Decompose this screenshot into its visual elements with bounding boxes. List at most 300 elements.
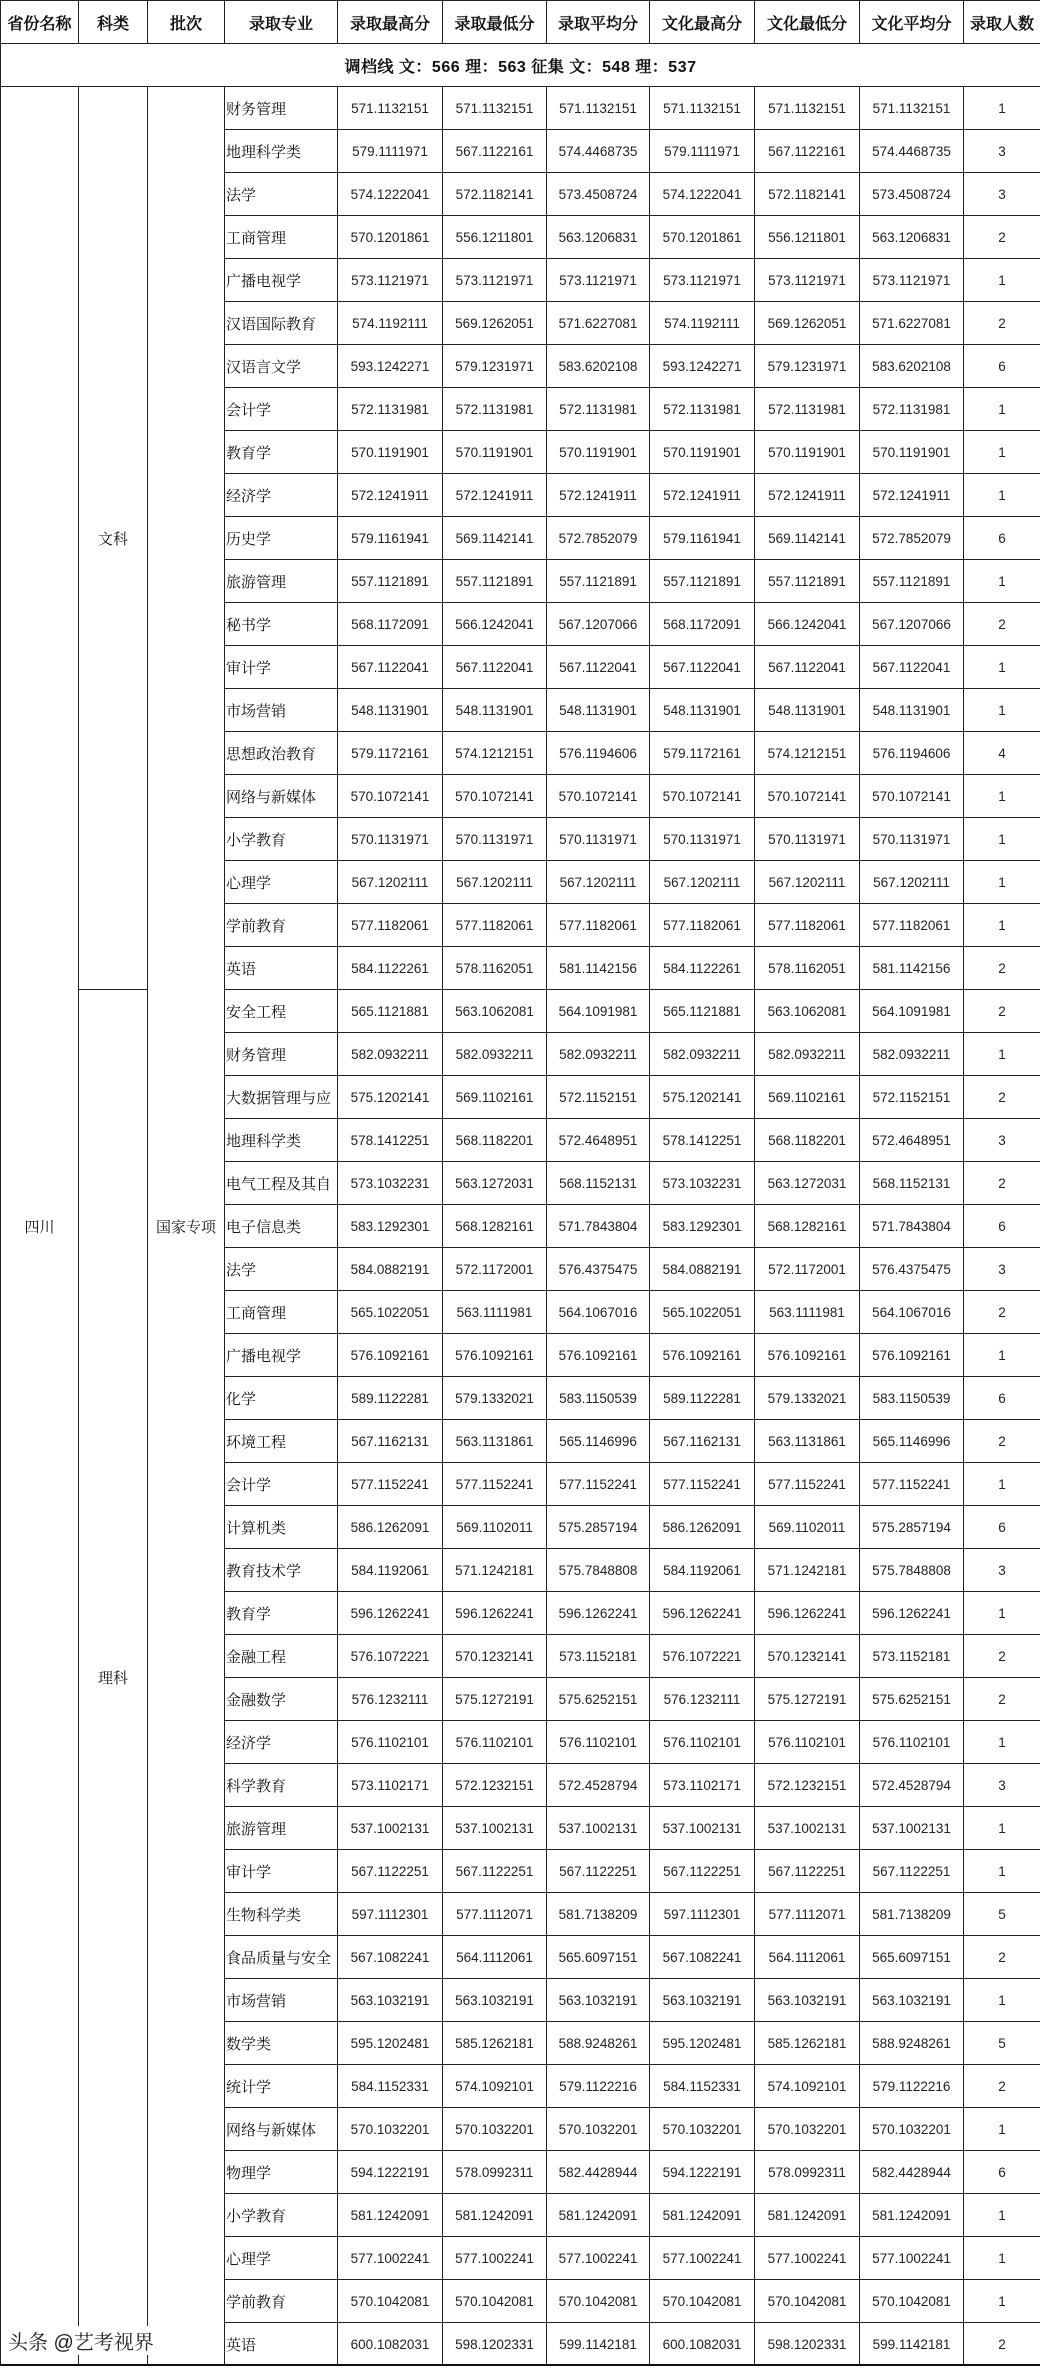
score-cell: 581.1242091 (443, 2194, 547, 2237)
score-cell: 572.1182141 (755, 173, 860, 216)
score-cell: 579.1111971 (650, 130, 755, 173)
major-cell: 法学 (225, 173, 338, 216)
score-cell: 566.1242041 (443, 603, 547, 646)
score-cell: 570.1042081 (338, 2280, 443, 2323)
count-cell: 1 (964, 646, 1040, 689)
score-cell: 572.1241911 (547, 474, 650, 517)
score-cell: 582.0932211 (338, 1033, 443, 1076)
score-cell: 570.1042081 (547, 2280, 650, 2323)
score-cell: 594.1222191 (338, 2151, 443, 2194)
score-cell: 567.1122251 (860, 1850, 964, 1893)
score-cell: 563.1131861 (755, 1420, 860, 1463)
score-cell: 564.1067016 (860, 1291, 964, 1334)
score-cell: 563.1032191 (755, 1979, 860, 2022)
score-cell: 579.1172161 (650, 732, 755, 775)
score-cell: 567.1202111 (860, 861, 964, 904)
major-cell: 网络与新媒体 (225, 2108, 338, 2151)
score-cell: 567.1122251 (755, 1850, 860, 1893)
count-cell: 1 (964, 1979, 1040, 2022)
score-cell: 596.1262241 (860, 1592, 964, 1635)
table-bottom-border (0, 2364, 1040, 2366)
score-cell: 575.2857194 (860, 1506, 964, 1549)
score-cell: 583.6202108 (860, 345, 964, 388)
score-cell: 570.1042081 (860, 2280, 964, 2323)
score-cell: 548.1131901 (338, 689, 443, 732)
header-row (1, 1, 1040, 44)
score-cell: 577.1002241 (860, 2237, 964, 2280)
major-cell: 心理学 (225, 2237, 338, 2280)
score-cell: 563.1131861 (443, 1420, 547, 1463)
count-cell: 1 (964, 2194, 1040, 2237)
major-cell: 工商管理 (225, 1291, 338, 1334)
score-cell: 568.1282161 (755, 1205, 860, 1248)
score-cell: 563.1032191 (650, 1979, 755, 2022)
score-cell: 567.1122041 (338, 646, 443, 689)
score-cell: 577.1182061 (443, 904, 547, 947)
count-cell: 1 (964, 1033, 1040, 1076)
score-cell: 571.1132151 (338, 87, 443, 130)
count-cell: 1 (964, 861, 1040, 904)
count-cell: 1 (964, 1807, 1040, 1850)
score-cell: 569.1102011 (755, 1506, 860, 1549)
score-cell: 573.1121971 (547, 259, 650, 302)
score-cell: 571.1242181 (755, 1549, 860, 1592)
count-cell: 2 (964, 603, 1040, 646)
score-cell: 576.1092161 (547, 1334, 650, 1377)
score-cell: 570.1131971 (338, 818, 443, 861)
score-cell: 570.1072141 (755, 775, 860, 818)
score-cell: 573.1102171 (338, 1764, 443, 1807)
score-cell: 571.1242181 (443, 1549, 547, 1592)
score-cell: 589.1122281 (338, 1377, 443, 1420)
score-cell: 570.1232141 (755, 1635, 860, 1678)
count-cell: 1 (964, 689, 1040, 732)
score-cell: 574.1092101 (755, 2065, 860, 2108)
score-cell: 577.1002241 (547, 2237, 650, 2280)
score-cell: 581.1242091 (338, 2194, 443, 2237)
score-cell: 557.1121891 (338, 560, 443, 603)
score-cell: 582.0932211 (443, 1033, 547, 1076)
score-cell: 563.1111981 (755, 1291, 860, 1334)
score-cell: 572.1232151 (755, 1764, 860, 1807)
major-cell: 审计学 (225, 646, 338, 689)
score-cell: 575.7848808 (860, 1549, 964, 1592)
score-cell: 572.1131981 (755, 388, 860, 431)
count-cell: 2 (964, 990, 1040, 1033)
major-cell: 物理学 (225, 2151, 338, 2194)
column-header-adm-avg: 录取平均分 (547, 1, 650, 44)
score-cell: 557.1121891 (650, 560, 755, 603)
major-cell: 电气工程及其自 (225, 1162, 338, 1205)
major-cell: 广播电视学 (225, 259, 338, 302)
column-header-count: 录取人数 (964, 1, 1040, 44)
major-cell: 教育技术学 (225, 1549, 338, 1592)
score-cell: 565.1146996 (860, 1420, 964, 1463)
score-cell: 575.1202141 (338, 1076, 443, 1119)
score-cell: 569.1262051 (755, 302, 860, 345)
score-cell: 572.4648951 (547, 1119, 650, 1162)
count-cell: 1 (964, 1463, 1040, 1506)
score-cell: 570.1131971 (755, 818, 860, 861)
score-cell: 567.1207066 (547, 603, 650, 646)
province-cell: 四川 (1, 87, 79, 2366)
major-cell: 大数据管理与应 (225, 1076, 338, 1119)
score-cell: 574.1222041 (650, 173, 755, 216)
major-cell: 经济学 (225, 1721, 338, 1764)
score-cell: 596.1262241 (338, 1592, 443, 1635)
score-cell: 576.1194606 (547, 732, 650, 775)
score-cell: 576.1102101 (755, 1721, 860, 1764)
score-cell: 584.0882191 (338, 1248, 443, 1291)
score-cell: 563.1111981 (443, 1291, 547, 1334)
score-cell: 568.1172091 (650, 603, 755, 646)
score-cell: 571.1132151 (755, 87, 860, 130)
score-cell: 576.1092161 (443, 1334, 547, 1377)
table-row (1, 87, 1040, 130)
score-cell: 574.4468735 (547, 130, 650, 173)
score-cell: 567.1122041 (650, 646, 755, 689)
count-cell: 6 (964, 1377, 1040, 1420)
score-cell: 567.1122041 (860, 646, 964, 689)
score-cell: 570.1042081 (650, 2280, 755, 2323)
score-cell: 584.0882191 (650, 1248, 755, 1291)
column-header-cult-max: 文化最高分 (650, 1, 755, 44)
score-cell: 564.1091981 (547, 990, 650, 1033)
score-cell: 564.1067016 (547, 1291, 650, 1334)
score-cell: 595.1202481 (650, 2022, 755, 2065)
score-cell: 598.1202331 (443, 2323, 547, 2366)
category-cell: 文科 (79, 87, 148, 990)
score-cell: 570.1032201 (755, 2108, 860, 2151)
score-cell: 579.1332021 (755, 1377, 860, 1420)
score-cell: 570.1032201 (547, 2108, 650, 2151)
score-cell: 572.1131981 (443, 388, 547, 431)
cutoff-banner: 调档线 文：566 理：563 征集 文：548 理：537 (1, 44, 1040, 87)
score-cell: 581.1242091 (547, 2194, 650, 2237)
score-cell: 567.1082241 (650, 1936, 755, 1979)
score-cell: 567.1202111 (650, 861, 755, 904)
score-cell: 568.1152131 (860, 1162, 964, 1205)
major-cell: 思想政治教育 (225, 732, 338, 775)
score-cell: 572.1152151 (860, 1076, 964, 1119)
score-cell: 579.1161941 (338, 517, 443, 560)
count-cell: 1 (964, 1592, 1040, 1635)
major-cell: 经济学 (225, 474, 338, 517)
score-cell: 570.1072141 (650, 775, 755, 818)
score-cell: 575.1272191 (443, 1678, 547, 1721)
score-cell: 574.4468735 (860, 130, 964, 173)
score-cell: 573.1121971 (755, 259, 860, 302)
major-cell: 生物科学类 (225, 1893, 338, 1936)
score-cell: 572.1131981 (860, 388, 964, 431)
column-header-category: 科类 (79, 1, 148, 44)
count-cell: 3 (964, 1248, 1040, 1291)
major-cell: 地理科学类 (225, 1119, 338, 1162)
score-cell: 593.1242271 (650, 345, 755, 388)
score-cell: 575.2857194 (547, 1506, 650, 1549)
score-cell: 537.1002131 (650, 1807, 755, 1850)
count-cell: 1 (964, 2280, 1040, 2323)
score-cell: 584.1122261 (650, 947, 755, 990)
score-cell: 571.1132151 (860, 87, 964, 130)
score-cell: 568.1182201 (755, 1119, 860, 1162)
major-cell: 汉语言文学 (225, 345, 338, 388)
score-cell: 570.1191901 (443, 431, 547, 474)
major-cell: 旅游管理 (225, 560, 338, 603)
score-cell: 572.4648951 (860, 1119, 964, 1162)
score-cell: 570.1032201 (338, 2108, 443, 2151)
score-cell: 575.6252151 (860, 1678, 964, 1721)
score-cell: 574.1212151 (443, 732, 547, 775)
count-cell: 2 (964, 2323, 1040, 2366)
score-cell: 572.1241911 (650, 474, 755, 517)
score-cell: 568.1172091 (338, 603, 443, 646)
major-cell: 统计学 (225, 2065, 338, 2108)
score-cell: 570.1032201 (650, 2108, 755, 2151)
score-cell: 585.1262181 (443, 2022, 547, 2065)
score-cell: 577.1002241 (650, 2237, 755, 2280)
score-cell: 575.1272191 (755, 1678, 860, 1721)
score-cell: 596.1262241 (547, 1592, 650, 1635)
score-cell: 572.1172001 (443, 1248, 547, 1291)
count-cell: 6 (964, 1205, 1040, 1248)
column-header-adm-max: 录取最高分 (338, 1, 443, 44)
score-cell: 572.4528794 (860, 1764, 964, 1807)
major-cell: 审计学 (225, 1850, 338, 1893)
score-cell: 577.1182061 (650, 904, 755, 947)
score-cell: 573.1152181 (547, 1635, 650, 1678)
score-cell: 577.1152241 (650, 1463, 755, 1506)
score-cell: 570.1191901 (755, 431, 860, 474)
count-cell: 1 (964, 1721, 1040, 1764)
count-cell: 2 (964, 1936, 1040, 1979)
count-cell: 1 (964, 818, 1040, 861)
major-cell: 心理学 (225, 861, 338, 904)
score-cell: 576.1194606 (860, 732, 964, 775)
score-cell: 563.1062081 (755, 990, 860, 1033)
score-cell: 565.1121881 (650, 990, 755, 1033)
score-cell: 573.1121971 (338, 259, 443, 302)
score-cell: 572.1131981 (547, 388, 650, 431)
count-cell: 1 (964, 904, 1040, 947)
score-cell: 573.1032231 (338, 1162, 443, 1205)
count-cell: 2 (964, 1678, 1040, 1721)
major-cell: 法学 (225, 1248, 338, 1291)
score-cell: 570.1042081 (755, 2280, 860, 2323)
score-cell: 584.1152331 (338, 2065, 443, 2108)
score-cell: 579.1231971 (755, 345, 860, 388)
major-cell: 英语 (225, 947, 338, 990)
score-cell: 581.7138209 (547, 1893, 650, 1936)
score-cell: 570.1131971 (860, 818, 964, 861)
major-cell: 小学教育 (225, 2194, 338, 2237)
score-cell: 570.1072141 (338, 775, 443, 818)
score-cell: 572.1232151 (443, 1764, 547, 1807)
score-cell: 548.1131901 (547, 689, 650, 732)
score-cell: 571.6227081 (860, 302, 964, 345)
score-cell: 576.1232111 (650, 1678, 755, 1721)
score-cell: 567.1122041 (443, 646, 547, 689)
major-cell: 食品质量与安全 (225, 1936, 338, 1979)
major-cell: 汉语国际教育 (225, 302, 338, 345)
count-cell: 2 (964, 302, 1040, 345)
score-cell: 572.1241911 (443, 474, 547, 517)
score-cell: 573.1121971 (650, 259, 755, 302)
score-cell: 564.1112061 (443, 1936, 547, 1979)
score-cell: 581.1142156 (547, 947, 650, 990)
count-cell: 3 (964, 1119, 1040, 1162)
score-cell: 593.1242271 (338, 345, 443, 388)
score-cell: 578.0992311 (755, 2151, 860, 2194)
score-cell: 599.1142181 (860, 2323, 964, 2366)
score-cell: 563.1032191 (547, 1979, 650, 2022)
score-cell: 557.1121891 (860, 560, 964, 603)
score-cell: 570.1072141 (860, 775, 964, 818)
score-cell: 567.1082241 (338, 1936, 443, 1979)
count-cell: 5 (964, 2022, 1040, 2065)
score-cell: 574.1192111 (338, 302, 443, 345)
score-cell: 582.0932211 (860, 1033, 964, 1076)
count-cell: 2 (964, 1635, 1040, 1678)
score-cell: 570.1191901 (650, 431, 755, 474)
score-cell: 584.1122261 (338, 947, 443, 990)
count-cell: 1 (964, 87, 1040, 130)
count-cell: 1 (964, 259, 1040, 302)
score-cell: 570.1072141 (443, 775, 547, 818)
major-cell: 网络与新媒体 (225, 775, 338, 818)
score-cell: 578.1412251 (338, 1119, 443, 1162)
score-cell: 563.1032191 (443, 1979, 547, 2022)
score-cell: 563.1272031 (755, 1162, 860, 1205)
score-cell: 576.1072221 (650, 1635, 755, 1678)
score-cell: 577.1112071 (755, 1893, 860, 1936)
count-cell: 6 (964, 517, 1040, 560)
score-cell: 578.1412251 (650, 1119, 755, 1162)
count-cell: 3 (964, 173, 1040, 216)
score-cell: 567.1202111 (338, 861, 443, 904)
count-cell: 1 (964, 431, 1040, 474)
score-cell: 574.1222041 (338, 173, 443, 216)
score-cell: 576.1102101 (547, 1721, 650, 1764)
score-cell: 563.1206831 (860, 216, 964, 259)
score-cell: 571.7843804 (547, 1205, 650, 1248)
score-cell: 581.1142156 (860, 947, 964, 990)
score-cell: 576.1072221 (338, 1635, 443, 1678)
score-cell: 574.1212151 (755, 732, 860, 775)
major-cell: 地理科学类 (225, 130, 338, 173)
score-cell: 572.1131981 (650, 388, 755, 431)
score-cell: 581.7138209 (860, 1893, 964, 1936)
score-cell: 579.1332021 (443, 1377, 547, 1420)
score-cell: 583.6202108 (547, 345, 650, 388)
score-cell: 565.6097151 (860, 1936, 964, 1979)
score-cell: 570.1032201 (443, 2108, 547, 2151)
score-cell: 563.1032191 (860, 1979, 964, 2022)
score-cell: 583.1150539 (547, 1377, 650, 1420)
score-cell: 576.1092161 (338, 1334, 443, 1377)
cutoff-banner-row (1, 44, 1040, 87)
count-cell: 1 (964, 474, 1040, 517)
score-cell: 575.6252151 (547, 1678, 650, 1721)
score-cell: 569.1102161 (755, 1076, 860, 1119)
score-cell: 584.1192061 (338, 1549, 443, 1592)
column-header-cult-avg: 文化平均分 (860, 1, 964, 44)
score-cell: 566.1242041 (755, 603, 860, 646)
score-cell: 576.1092161 (650, 1334, 755, 1377)
score-cell: 565.1121881 (338, 990, 443, 1033)
score-cell: 583.1292301 (338, 1205, 443, 1248)
score-cell: 565.6097151 (547, 1936, 650, 1979)
column-header-batch: 批次 (148, 1, 225, 44)
score-cell: 573.1121971 (443, 259, 547, 302)
count-cell: 6 (964, 2151, 1040, 2194)
score-cell: 565.1022051 (338, 1291, 443, 1334)
score-cell: 573.1121971 (860, 259, 964, 302)
score-cell: 571.7843804 (860, 1205, 964, 1248)
score-cell: 537.1002131 (547, 1807, 650, 1850)
major-cell: 历史学 (225, 517, 338, 560)
score-cell: 570.1191901 (547, 431, 650, 474)
score-cell: 570.1072141 (547, 775, 650, 818)
score-cell: 556.1211801 (443, 216, 547, 259)
score-cell: 577.1112071 (443, 1893, 547, 1936)
major-cell: 教育学 (225, 1592, 338, 1635)
score-cell: 579.1231971 (443, 345, 547, 388)
major-cell: 市场营销 (225, 689, 338, 732)
column-header-adm-min: 录取最低分 (443, 1, 547, 44)
score-cell: 548.1131901 (860, 689, 964, 732)
score-cell: 579.1111971 (338, 130, 443, 173)
score-cell: 568.1182201 (443, 1119, 547, 1162)
score-cell: 577.1002241 (443, 2237, 547, 2280)
score-cell: 581.1242091 (755, 2194, 860, 2237)
score-cell: 557.1121891 (755, 560, 860, 603)
score-cell: 567.1122251 (547, 1850, 650, 1893)
score-cell: 588.9248261 (860, 2022, 964, 2065)
score-cell: 548.1131901 (443, 689, 547, 732)
score-cell: 556.1211801 (755, 216, 860, 259)
score-cell: 563.1062081 (443, 990, 547, 1033)
score-cell: 573.4508724 (860, 173, 964, 216)
score-cell: 570.1191901 (338, 431, 443, 474)
score-cell: 572.7852079 (547, 517, 650, 560)
score-cell: 594.1222191 (650, 2151, 755, 2194)
count-cell: 1 (964, 1850, 1040, 1893)
major-cell: 教育学 (225, 431, 338, 474)
count-cell: 6 (964, 345, 1040, 388)
major-cell: 英语 (225, 2323, 338, 2366)
score-cell: 579.1122216 (547, 2065, 650, 2108)
major-cell: 会计学 (225, 1463, 338, 1506)
count-cell: 1 (964, 1334, 1040, 1377)
score-cell: 567.1122251 (443, 1850, 547, 1893)
score-cell: 576.1092161 (860, 1334, 964, 1377)
score-cell: 577.1152241 (338, 1463, 443, 1506)
score-cell: 572.1241911 (338, 474, 443, 517)
category-cell: 理科 (79, 990, 148, 2366)
score-cell: 568.1282161 (443, 1205, 547, 1248)
major-cell: 数学类 (225, 2022, 338, 2065)
score-cell: 537.1002131 (860, 1807, 964, 1850)
score-cell: 576.4375475 (860, 1248, 964, 1291)
score-cell: 577.1002241 (338, 2237, 443, 2280)
score-cell: 569.1102011 (443, 1506, 547, 1549)
score-cell: 567.1122041 (755, 646, 860, 689)
score-cell: 578.0992311 (443, 2151, 547, 2194)
score-cell: 575.1202141 (650, 1076, 755, 1119)
score-cell: 570.1191901 (860, 431, 964, 474)
score-cell: 583.1150539 (860, 1377, 964, 1420)
